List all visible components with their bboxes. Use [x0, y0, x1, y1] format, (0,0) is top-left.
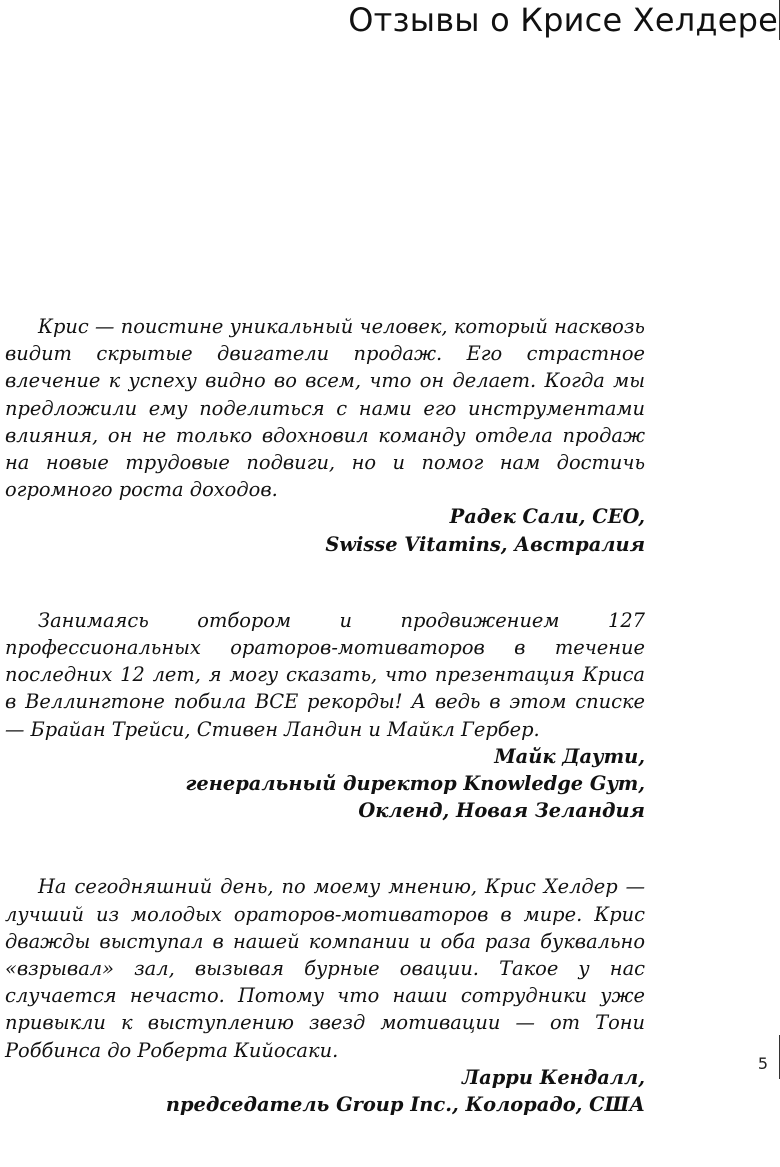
- review-attribution: [5, 743, 645, 825]
- running-header-title: Отзывы о Крисе Хелдере: [348, 1, 778, 39]
- page-header: [0, 0, 780, 50]
- attribution-line: генеральный директор Knowledge Gym,: [185, 772, 645, 796]
- attribution-line: председатель Group Inc., Колорадо, США: [165, 1093, 645, 1117]
- attribution-line: Майк Даути,: [494, 744, 645, 768]
- review-attribution: [5, 503, 645, 557]
- attribution-line: Ларри Кендалл,: [462, 1065, 645, 1089]
- review-text: Занимаясь отбором и продвижением 127 профессиональных ораторов-мотиваторов в течение последних 12 лет, я могу сказать, что презентация Криса в Веллингтоне побила ВСЕ рекорды! А ведь в этом списке — Брайан Трейси, Стивен Ландин и Майкл Гербер.: [5, 608, 645, 741]
- review-1: [5, 313, 645, 558]
- review-3: [5, 873, 645, 1118]
- review-text: Крис — поистине уникальный человек, который насквозь видит скрытые двигатели продаж. Его страстное влечение к успеху видно во всем, что он делает. Когда мы предложили ему поделиться с нами его инструментами влияния, он не только вдохновил команду отдела продаж на новые трудовые подвиги, но и помог нам достичь огромного роста доходов.: [5, 315, 645, 502]
- review-2: [5, 607, 645, 825]
- reviews-section: [5, 313, 645, 1167]
- page-number: 5: [757, 1054, 768, 1073]
- attribution-line: Радек Сали, CEO,: [449, 505, 645, 529]
- review-attribution: [5, 1064, 645, 1118]
- attribution-line: Окленд, Новая Зеландия: [358, 799, 645, 823]
- review-text: На сегодняшний день, по моему мнению, Крис Хелдер — лучший из молодых ораторов-мотиваторов в мире. Крис дважды выступал в нашей компании и оба раза буквально «взрывал» зал, вызывая бурные овации. Такое у нас случается нечасто. Потому что наши сотрудники уже привыкли к выступлению звезд мотивации — от Тони Роббинса до Роберта Кийосаки.: [5, 875, 645, 1062]
- attribution-line: Swisse Vitamins, Австралия: [325, 532, 645, 556]
